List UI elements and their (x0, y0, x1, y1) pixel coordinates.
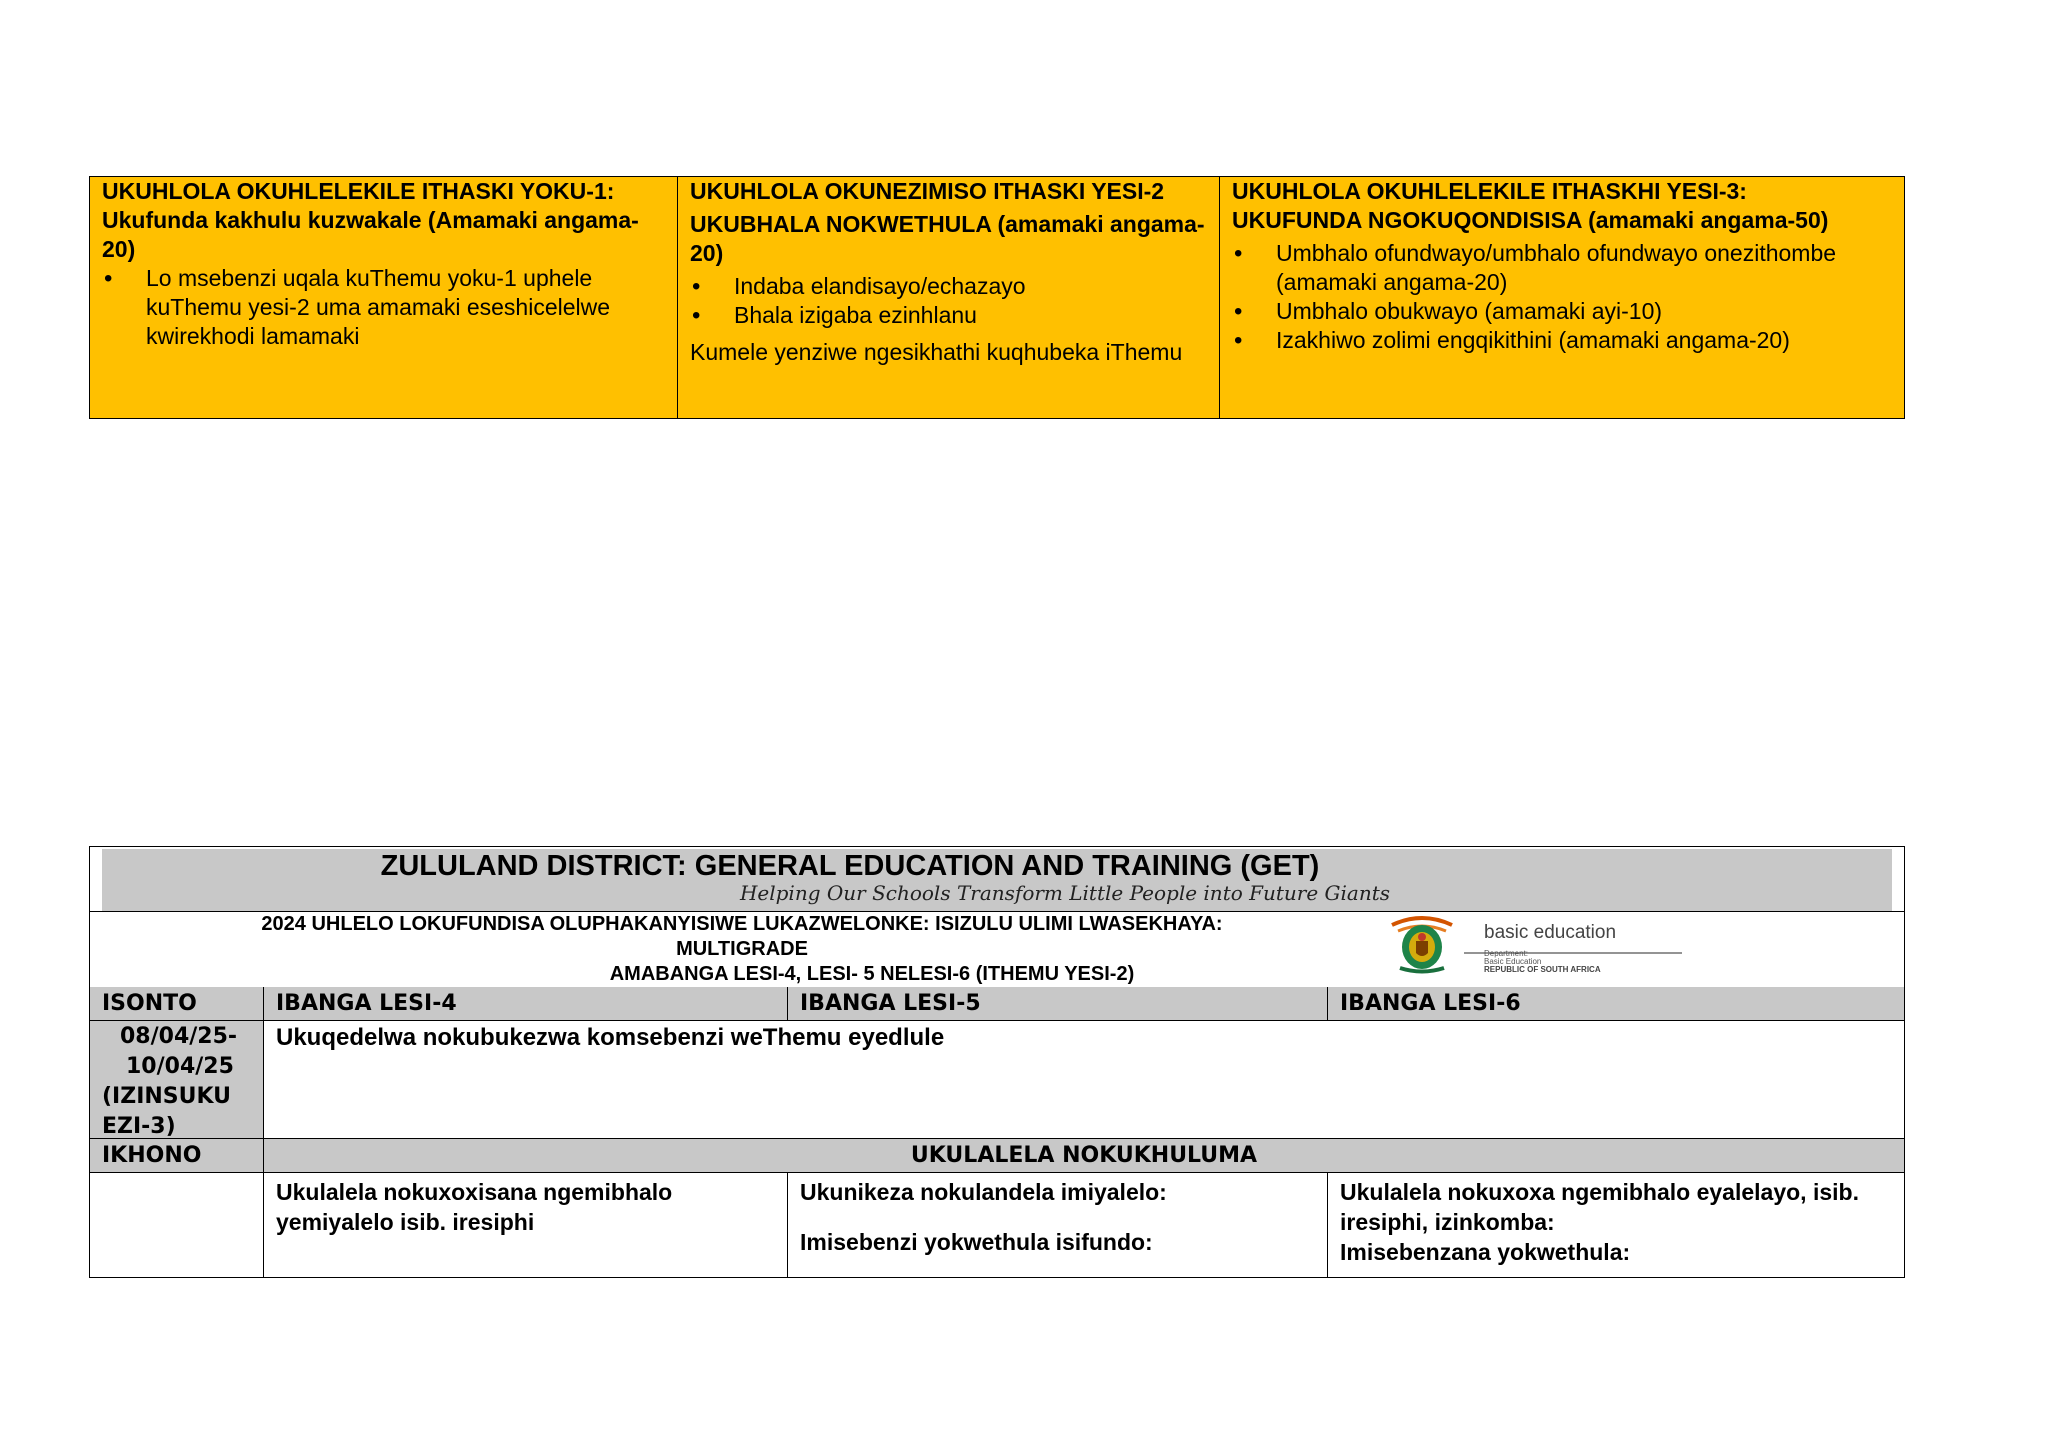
bullet-item: • Izakhiwo zolimi engqikithini (amamaki angama-20) (1232, 326, 1892, 355)
task-2-title: UKUHLOLA OKUNEZIMISO ITHASKI YESI-2 (690, 178, 1165, 204)
doc-title-line-2: MULTIGRADE (676, 938, 808, 960)
district-motto: Helping Our Schools Transform Little People into Future Giants (739, 881, 1391, 905)
week-dates-cell (90, 1021, 264, 1138)
svg-text:Basic Education: Basic Education (1484, 957, 1542, 966)
assessment-task-2 (678, 177, 1220, 418)
grade-6-column-header: IBANGA LESI-6 (1328, 987, 1904, 1020)
task-3-title: UKUHLOLA OKUHLELEKILE ITHASKHI YESI-3: (1232, 178, 1747, 204)
document-title-row (90, 911, 1904, 988)
plan-grid (90, 987, 1904, 1277)
skill-row (90, 1139, 1904, 1173)
svg-text:REPUBLIC OF SOUTH AFRICA: REPUBLIC OF SOUTH AFRICA (1484, 965, 1601, 974)
grade-5-line-2: Imisebenzi yokwethula isifundo: (800, 1229, 1153, 1255)
svg-text:basic education: basic education (1484, 922, 1617, 943)
bullet-item: • Lo msebenzi uqala kuThemu yoku-1 uphele kuThemu yesi-2 uma amamaki eseshicelelwe kwirekhodi lamamaki (102, 264, 665, 351)
district-title: ZULULAND DISTRICT: GENERAL EDUCATION AND TRAINING (GET) (380, 850, 1320, 882)
grade-5-content (788, 1173, 1328, 1277)
district-header (90, 847, 1904, 912)
grade-5-column-header: IBANGA LESI-5 (788, 987, 1328, 1020)
bullet-item: • Bhala izigaba ezinhlanu (690, 301, 1207, 330)
content-row (90, 1173, 1904, 1277)
doc-title-line-1: 2024 UHLELO LOKUFUNDISA OLUPHAKANYISIWE LUKAZWELONKE: ISIZULU ULIMI LWASEKHAYA: (261, 913, 1223, 935)
skill-name: UKULALELA NOKUKHULUMA (264, 1139, 1904, 1172)
week-end-date: 10/04/25 (126, 1054, 234, 1079)
doc-title-line-3: AMABANGA LESI-4, LESI- 5 NELESI-6 (ITHEMU YESI-2) (609, 963, 1135, 985)
grade-5-line-1: Ukunikeza nokulandela imiyalelo: (800, 1179, 1167, 1205)
coat-of-arms-icon (1386, 913, 1686, 975)
grade-4-column-header: IBANGA LESI-4 (264, 987, 788, 1020)
task-2-subtitle: UKUBHALA NOKWETHULA (amamaki angama-20) (690, 211, 1205, 266)
grade-6-line-2: Imisebenzana yokwethula: (1340, 1239, 1631, 1265)
week-row (90, 1021, 1904, 1139)
task-1-subtitle: Ukufunda kakhulu kuzwakale (Amamaki angama-20) (102, 207, 639, 262)
empty-week-cell (90, 1173, 264, 1277)
bullet-item: • Indaba elandisayo/echazayo (690, 272, 1207, 301)
svg-text:Department:: Department: (1484, 949, 1529, 958)
task-2-note: Kumele yenziwe ngesikhathi kuqhubeka iThemu (690, 339, 1183, 365)
task-1-bullets (102, 264, 665, 351)
week-days-count: EZI-3) (102, 1114, 176, 1139)
grade-6-line-1: Ukulalela nokuxoxa ngemibhalo eyalelayo, isib. iresiphi, izinkomba: (1340, 1179, 1859, 1235)
skill-label: IKHONO (90, 1139, 264, 1172)
grade-4-content: Ukulalela nokuxoxisana ngemibhalo yemiyalelo isib. iresiphi (264, 1173, 788, 1277)
assessment-task-3 (1220, 177, 1904, 418)
teaching-plan-table (89, 846, 1905, 1278)
bullet-item: • Umbhalo obukwayo (amamaki ayi-10) (1232, 297, 1892, 326)
bullet-item: • Umbhalo ofundwayo/umbhalo ofundwayo onezithombe (amamaki angama-20) (1232, 239, 1892, 297)
week-start-date: 08/04/25- (120, 1024, 238, 1049)
assessment-task-1 (90, 177, 678, 418)
task-3-bullets (1232, 239, 1892, 355)
task-1-title: UKUHLOLA OKUHLELEKILE ITHASKI YOKU-1: (102, 178, 615, 204)
week-column-header: ISONTO (90, 987, 264, 1020)
assessment-table (89, 176, 1905, 419)
week-days-label: (IZINSUKU (102, 1084, 232, 1109)
week-activity: Ukuqedelwa nokubukezwa komsebenzi weThemu eyedlule (276, 1024, 945, 1051)
grade-6-content (1328, 1173, 1904, 1277)
task-3-subtitle: UKUFUNDA NGOKUQONDISISA (amamaki angama-50) (1232, 207, 1829, 233)
task-2-bullets (690, 272, 1207, 330)
department-logo (1386, 913, 1686, 975)
column-header-row (90, 987, 1904, 1021)
